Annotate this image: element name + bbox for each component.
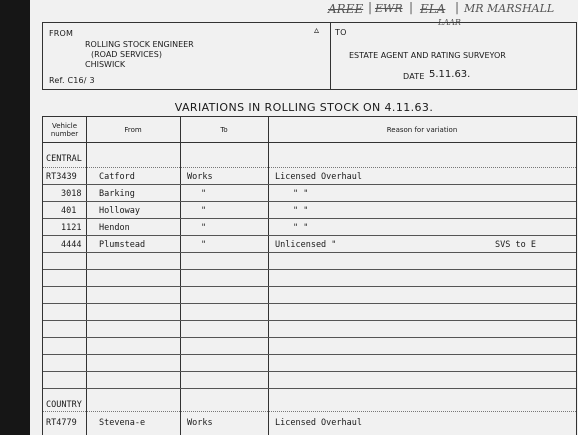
- section-label-central: CENTRAL: [46, 154, 82, 164]
- to-destination: Works: [187, 418, 213, 428]
- date-value: 5.11.63.: [429, 69, 471, 80]
- date-label: DATE: [403, 72, 425, 81]
- section-label-country: COUNTRY: [46, 400, 82, 410]
- row-rule: [43, 235, 576, 236]
- col-header-to: To: [220, 126, 228, 134]
- row-rule: [43, 371, 576, 372]
- row-rule: [43, 269, 576, 270]
- ref-label: Ref. C16/ 3: [49, 76, 95, 85]
- reason-note: SVS to E: [495, 240, 536, 250]
- row-rule: [43, 303, 576, 304]
- row-rule: [43, 388, 576, 389]
- col-header-vehicle: Vehicle number: [50, 122, 79, 138]
- document-title: VARIATIONS IN ROLLING STOCK ON 4.11.63.: [174, 101, 434, 114]
- scan-left-edge: [0, 0, 30, 435]
- header-rule: [43, 142, 576, 143]
- to-destination: ": [201, 223, 207, 233]
- col-header-from: From: [124, 126, 142, 134]
- to-value: ESTATE AGENT AND RATING SURVEYOR: [349, 51, 506, 60]
- to-label: TO: [335, 28, 347, 37]
- from-garage: Hendon: [99, 223, 130, 233]
- vehicle-number: RT3439: [46, 172, 77, 182]
- handwritten-divider-3: |: [455, 0, 460, 14]
- from-line-1: ROLLING STOCK ENGINEER: [85, 40, 194, 49]
- handwritten-divider-1: |: [368, 0, 373, 14]
- from-garage: Catford: [99, 172, 135, 182]
- row-rule: [43, 411, 576, 413]
- vehicle-number: RT4779: [46, 418, 77, 428]
- vehicle-number: 4444: [61, 240, 82, 250]
- row-rule: [43, 320, 576, 321]
- row-rule: [43, 201, 576, 202]
- handwritten-note-4: MR MARSHALL: [464, 2, 555, 15]
- variations-table: [42, 116, 577, 435]
- reason: Licensed Overhaul: [275, 418, 362, 428]
- fold-mark: ▵: [314, 25, 320, 36]
- from-garage: Plumstead: [99, 240, 146, 250]
- row-rule: [43, 252, 576, 253]
- from-garage: Barking: [99, 189, 135, 199]
- row-rule: [43, 167, 576, 169]
- memo-header: [42, 22, 577, 90]
- from-garage: Stevena-e: [99, 418, 146, 428]
- reason: " ": [293, 206, 309, 216]
- row-rule: [43, 286, 576, 287]
- from-line-3: CHISWICK: [85, 60, 126, 69]
- header-divider: [330, 23, 331, 89]
- col-header-reason: Reason for variation: [386, 126, 458, 134]
- reason: " ": [293, 223, 309, 233]
- to-destination: ": [201, 240, 207, 250]
- handwritten-note-3: ELA: [420, 2, 446, 16]
- handwritten-divider-2: |: [409, 0, 414, 14]
- vehicle-number: 401: [61, 206, 77, 216]
- from-line-2: (ROAD SERVICES): [91, 50, 162, 59]
- vehicle-number: 1121: [61, 223, 82, 233]
- reason: " ": [293, 189, 309, 199]
- to-destination: ": [201, 189, 207, 199]
- from-label: FROM: [49, 29, 74, 38]
- reason: Unlicensed ": [275, 240, 337, 250]
- handwritten-note-1: AREE: [328, 2, 364, 16]
- row-rule: [43, 337, 576, 338]
- row-rule: [43, 218, 576, 219]
- form-sheet: [30, 0, 578, 435]
- to-destination: Works: [187, 172, 213, 182]
- from-garage: Holloway: [99, 206, 140, 216]
- row-rule: [43, 354, 576, 355]
- vehicle-number: 3018: [61, 189, 82, 199]
- handwritten-note-5: LAAR: [438, 18, 461, 27]
- from-value: [85, 40, 194, 70]
- handwritten-note-2: EWR: [375, 2, 403, 15]
- reason: Licensed Overhaul: [275, 172, 362, 182]
- to-destination: ": [201, 206, 207, 216]
- row-rule: [43, 184, 576, 185]
